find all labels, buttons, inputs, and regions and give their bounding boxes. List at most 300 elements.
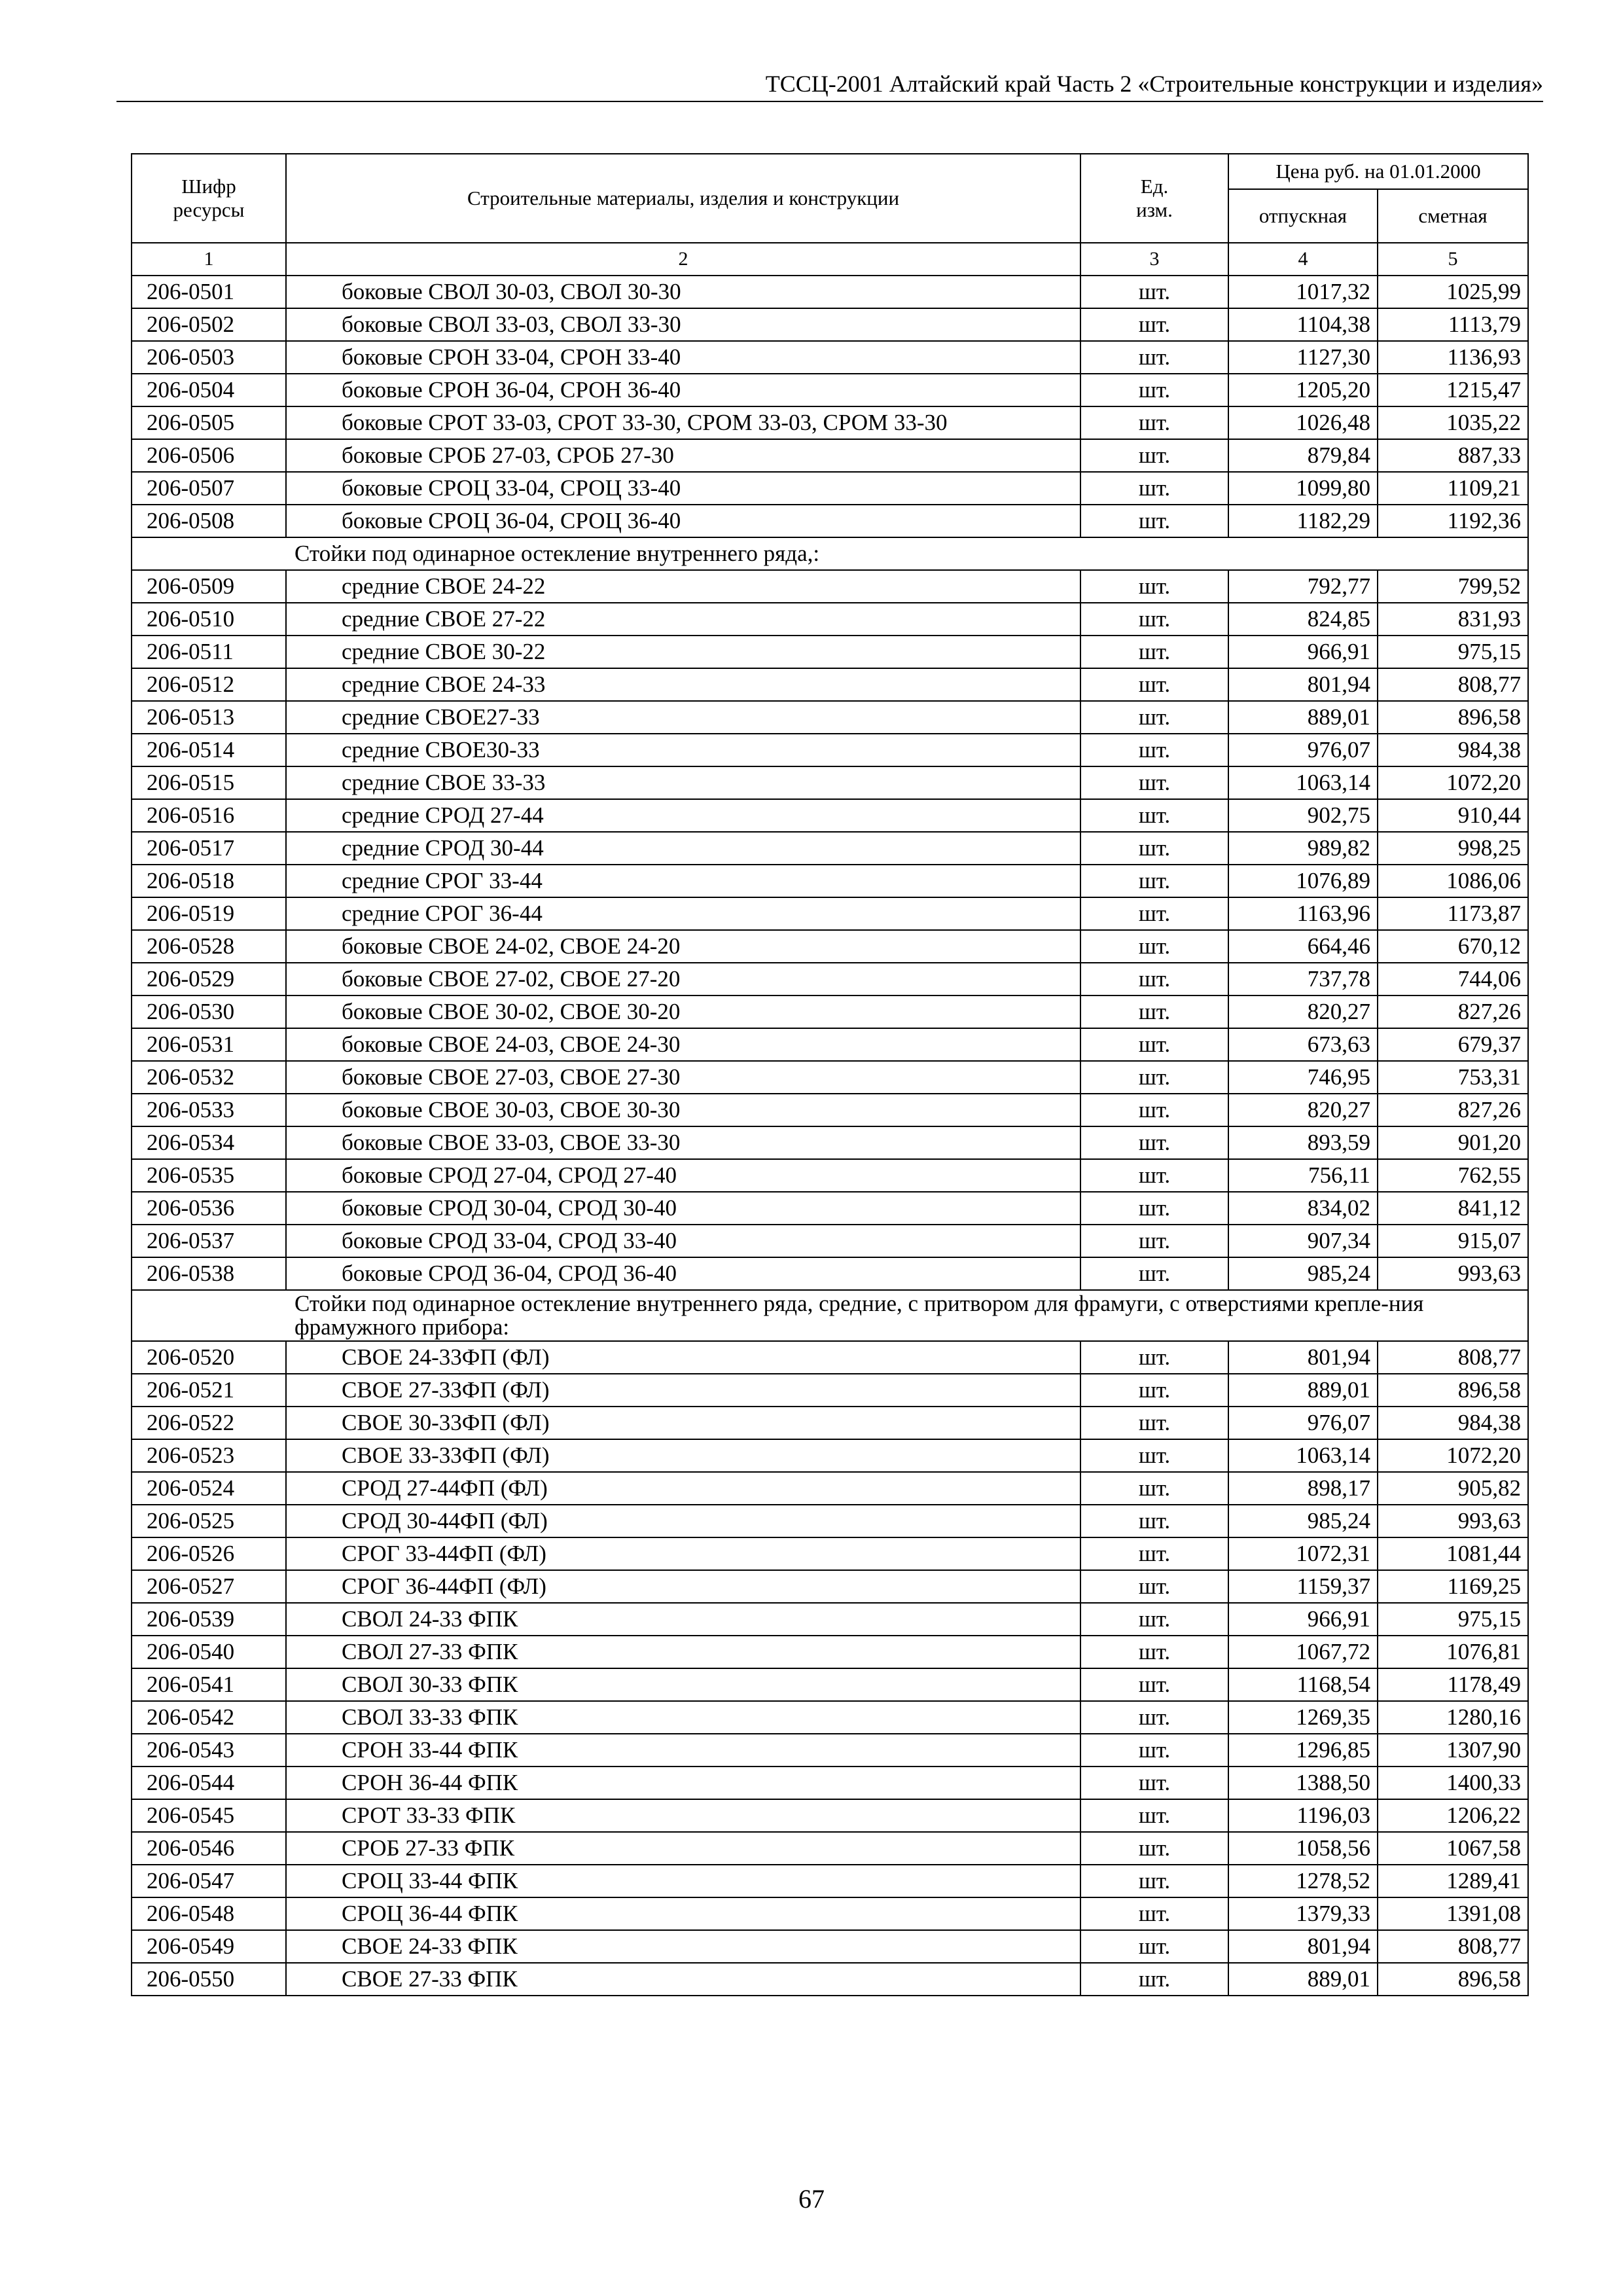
table-header [132, 154, 1528, 276]
cell-price-release: 1269,35 [1228, 1701, 1378, 1734]
cell-price-release: 1196,03 [1228, 1799, 1378, 1832]
cell-price-release: 801,94 [1228, 1930, 1378, 1963]
cell-price-estimate: 975,15 [1378, 1603, 1528, 1636]
cell-unit: шт. [1080, 1963, 1228, 1996]
cell-code: 206-0535 [132, 1159, 286, 1192]
cell-price-release: 746,95 [1228, 1061, 1378, 1094]
header-price-estimate: сметная [1378, 189, 1528, 243]
cell-code: 206-0515 [132, 766, 286, 799]
cell-name: средние СВОЕ 30-22 [286, 636, 1080, 668]
cell-unit: шт. [1080, 1603, 1228, 1636]
cell-code: 206-0516 [132, 799, 286, 832]
cell-price-release: 673,63 [1228, 1028, 1378, 1061]
cell-price-release: 1163,96 [1228, 897, 1378, 930]
cell-code: 206-0508 [132, 505, 286, 537]
table-row [132, 1505, 1528, 1537]
table-row [132, 734, 1528, 766]
cell-price-release: 737,78 [1228, 963, 1378, 996]
cell-price-estimate: 1067,58 [1378, 1832, 1528, 1865]
table-row [132, 636, 1528, 668]
cell-unit: шт. [1080, 963, 1228, 996]
cell-name: СВОЕ 33-33ФП (ФЛ) [286, 1439, 1080, 1472]
cell-code: 206-0544 [132, 1767, 286, 1799]
page-number: 67 [798, 2184, 825, 2214]
cell-price-release: 1026,48 [1228, 406, 1378, 439]
table-row [132, 668, 1528, 701]
cell-unit: шт. [1080, 1701, 1228, 1734]
cell-code: 206-0537 [132, 1225, 286, 1257]
cell-price-release: 976,07 [1228, 734, 1378, 766]
cell-name: СРОН 36-44 ФПК [286, 1767, 1080, 1799]
table-row [132, 1061, 1528, 1094]
cell-price-estimate: 799,52 [1378, 570, 1528, 603]
cell-price-release: 1058,56 [1228, 1832, 1378, 1865]
table-row [132, 1767, 1528, 1799]
header-price-group: Цена руб. на 01.01.2000 [1228, 154, 1528, 189]
header-name: Строительные материалы, изделия и конструкции [286, 154, 1080, 243]
cell-price-estimate: 670,12 [1378, 930, 1528, 963]
cell-price-release: 976,07 [1228, 1407, 1378, 1439]
cell-name: СВОЕ 24-33ФП (ФЛ) [286, 1341, 1080, 1374]
cell-unit: шт. [1080, 1094, 1228, 1126]
column-number: 2 [286, 243, 1080, 276]
cell-unit: шт. [1080, 603, 1228, 636]
cell-price-release: 801,94 [1228, 1341, 1378, 1374]
cell-price-estimate: 762,55 [1378, 1159, 1528, 1192]
cell-code: 206-0509 [132, 570, 286, 603]
cell-price-estimate: 1173,87 [1378, 897, 1528, 930]
cell-unit: шт. [1080, 996, 1228, 1028]
cell-name: СВОЛ 24-33 ФПК [286, 1603, 1080, 1636]
cell-price-release: 893,59 [1228, 1126, 1378, 1159]
cell-price-release: 1278,52 [1228, 1865, 1378, 1897]
table-row [132, 1374, 1528, 1407]
cell-price-estimate: 1280,16 [1378, 1701, 1528, 1734]
cell-code: 206-0540 [132, 1636, 286, 1668]
cell-name: СВОЛ 30-33 ФПК [286, 1668, 1080, 1701]
cell-price-release: 985,24 [1228, 1505, 1378, 1537]
cell-code: 206-0533 [132, 1094, 286, 1126]
cell-name: СВОЕ 27-33 ФПК [286, 1963, 1080, 1996]
cell-unit: шт. [1080, 1126, 1228, 1159]
cell-unit: шт. [1080, 505, 1228, 537]
cell-price-release: 1017,32 [1228, 276, 1378, 308]
cell-price-estimate: 1136,93 [1378, 341, 1528, 374]
cell-unit: шт. [1080, 1225, 1228, 1257]
cell-code: 206-0520 [132, 1341, 286, 1374]
cell-name: боковые СВОЕ 24-02, СВОЕ 24-20 [286, 930, 1080, 963]
cell-price-estimate: 679,37 [1378, 1028, 1528, 1061]
cell-unit: шт. [1080, 865, 1228, 897]
cell-unit: шт. [1080, 406, 1228, 439]
cell-code: 206-0502 [132, 308, 286, 341]
cell-code: 206-0539 [132, 1603, 286, 1636]
cell-code: 206-0530 [132, 996, 286, 1028]
cell-price-estimate: 1307,90 [1378, 1734, 1528, 1767]
cell-code: 206-0514 [132, 734, 286, 766]
cell-unit: шт. [1080, 701, 1228, 734]
cell-unit: шт. [1080, 766, 1228, 799]
cell-name: боковые СРОЦ 36-04, СРОЦ 36-40 [286, 505, 1080, 537]
cell-name: СРОД 27-44ФП (ФЛ) [286, 1472, 1080, 1505]
table-row [132, 832, 1528, 865]
cell-name: боковые СРОБ 27-03, СРОБ 27-30 [286, 439, 1080, 472]
column-number: 5 [1378, 243, 1528, 276]
running-header: ТССЦ-2001 Алтайский край Часть 2 «Строительные конструкции и изделия» [116, 69, 1543, 102]
cell-price-estimate: 1081,44 [1378, 1537, 1528, 1570]
cell-code: 206-0511 [132, 636, 286, 668]
cell-price-release: 1205,20 [1228, 374, 1378, 406]
cell-code: 206-0536 [132, 1192, 286, 1225]
cell-name: средние СВОЕ 24-22 [286, 570, 1080, 603]
cell-code: 206-0542 [132, 1701, 286, 1734]
cell-price-estimate: 1206,22 [1378, 1799, 1528, 1832]
table-row [132, 1930, 1528, 1963]
cell-price-estimate: 975,15 [1378, 636, 1528, 668]
cell-unit: шт. [1080, 668, 1228, 701]
table-row [132, 701, 1528, 734]
cell-price-estimate: 984,38 [1378, 734, 1528, 766]
cell-name: боковые СРОЦ 33-04, СРОЦ 33-40 [286, 472, 1080, 505]
cell-unit: шт. [1080, 308, 1228, 341]
cell-price-estimate: 1025,99 [1378, 276, 1528, 308]
cell-price-estimate: 1072,20 [1378, 1439, 1528, 1472]
cell-price-estimate: 1400,33 [1378, 1767, 1528, 1799]
cell-price-release: 989,82 [1228, 832, 1378, 865]
cell-price-estimate: 1086,06 [1378, 865, 1528, 897]
cell-price-estimate: 1178,49 [1378, 1668, 1528, 1701]
cell-price-estimate: 753,31 [1378, 1061, 1528, 1094]
cell-name: средние СРОД 27-44 [286, 799, 1080, 832]
cell-name: СВОЛ 27-33 ФПК [286, 1636, 1080, 1668]
cell-price-release: 879,84 [1228, 439, 1378, 472]
cell-unit: шт. [1080, 1439, 1228, 1472]
header-code: Шифр ресурсы [132, 154, 286, 243]
table-row [132, 374, 1528, 406]
table-row [132, 1341, 1528, 1374]
cell-code: 206-0519 [132, 897, 286, 930]
cell-price-release: 820,27 [1228, 996, 1378, 1028]
cell-unit: шт. [1080, 1374, 1228, 1407]
cell-price-release: 1072,31 [1228, 1537, 1378, 1570]
table-row [132, 1159, 1528, 1192]
cell-code: 206-0525 [132, 1505, 286, 1537]
cell-name: СРОГ 36-44ФП (ФЛ) [286, 1570, 1080, 1603]
cell-price-estimate: 998,25 [1378, 832, 1528, 865]
cell-code: 206-0518 [132, 865, 286, 897]
cell-code: 206-0528 [132, 930, 286, 963]
cell-price-estimate: 901,20 [1378, 1126, 1528, 1159]
cell-code: 206-0506 [132, 439, 286, 472]
cell-name: боковые СРОД 27-04, СРОД 27-40 [286, 1159, 1080, 1192]
cell-name: боковые СВОЕ 27-02, СВОЕ 27-20 [286, 963, 1080, 996]
cell-code: 206-0524 [132, 1472, 286, 1505]
cell-price-release: 1388,50 [1228, 1767, 1378, 1799]
table-row [132, 341, 1528, 374]
cell-name: боковые СРОД 33-04, СРОД 33-40 [286, 1225, 1080, 1257]
section-row [132, 1290, 1528, 1341]
cell-price-release: 820,27 [1228, 1094, 1378, 1126]
cell-code: 206-0534 [132, 1126, 286, 1159]
cell-unit: шт. [1080, 1570, 1228, 1603]
table-row [132, 1192, 1528, 1225]
cell-price-estimate: 1113,79 [1378, 308, 1528, 341]
cell-unit: шт. [1080, 734, 1228, 766]
cell-price-estimate: 910,44 [1378, 799, 1528, 832]
cell-name: средние СВОЕ27-33 [286, 701, 1080, 734]
cell-unit: шт. [1080, 897, 1228, 930]
cell-code: 206-0510 [132, 603, 286, 636]
cell-price-estimate: 808,77 [1378, 1930, 1528, 1963]
cell-name: боковые СРОД 30-04, СРОД 30-40 [286, 1192, 1080, 1225]
table-row [132, 766, 1528, 799]
cell-price-estimate: 915,07 [1378, 1225, 1528, 1257]
cell-code: 206-0548 [132, 1897, 286, 1930]
table-row [132, 1799, 1528, 1832]
cell-name: СВОЕ 24-33 ФПК [286, 1930, 1080, 1963]
cell-price-estimate: 808,77 [1378, 1341, 1528, 1374]
section-title: Стойки под одинарное остекление внутреннего ряда,: [132, 537, 1528, 570]
cell-name: боковые СВОЛ 30-03, СВОЛ 30-30 [286, 276, 1080, 308]
cell-unit: шт. [1080, 799, 1228, 832]
cell-unit: шт. [1080, 832, 1228, 865]
cell-price-estimate: 1289,41 [1378, 1865, 1528, 1897]
cell-price-release: 1063,14 [1228, 1439, 1378, 1472]
table-row [132, 1603, 1528, 1636]
cell-code: 206-0529 [132, 963, 286, 996]
cell-unit: шт. [1080, 1734, 1228, 1767]
cell-unit: шт. [1080, 1061, 1228, 1094]
cell-name: боковые СРОН 33-04, СРОН 33-40 [286, 341, 1080, 374]
table-row [132, 963, 1528, 996]
cell-name: боковые СРОТ 33-03, СРОТ 33-30, СРОМ 33-03, СРОМ 33-30 [286, 406, 1080, 439]
cell-price-release: 1067,72 [1228, 1636, 1378, 1668]
cell-unit: шт. [1080, 636, 1228, 668]
table-row [132, 308, 1528, 341]
cell-price-release: 664,46 [1228, 930, 1378, 963]
cell-unit: шт. [1080, 472, 1228, 505]
table-row [132, 799, 1528, 832]
table-row [132, 1126, 1528, 1159]
cell-name: СРОД 30-44ФП (ФЛ) [286, 1505, 1080, 1537]
cell-code: 206-0532 [132, 1061, 286, 1094]
cell-price-release: 1104,38 [1228, 308, 1378, 341]
cell-price-release: 907,34 [1228, 1225, 1378, 1257]
cell-name: боковые СВОЕ 30-02, СВОЕ 30-20 [286, 996, 1080, 1028]
cell-unit: шт. [1080, 1636, 1228, 1668]
cell-price-estimate: 993,63 [1378, 1257, 1528, 1290]
cell-unit: шт. [1080, 1537, 1228, 1570]
cell-price-estimate: 905,82 [1378, 1472, 1528, 1505]
table-row [132, 276, 1528, 308]
cell-price-release: 889,01 [1228, 1374, 1378, 1407]
cell-price-release: 1127,30 [1228, 341, 1378, 374]
table-row [132, 1636, 1528, 1668]
cell-unit: шт. [1080, 1865, 1228, 1897]
cell-code: 206-0545 [132, 1799, 286, 1832]
cell-unit: шт. [1080, 1930, 1228, 1963]
table-row [132, 930, 1528, 963]
cell-price-estimate: 831,93 [1378, 603, 1528, 636]
cell-name: средние СВОЕ 27-22 [286, 603, 1080, 636]
cell-code: 206-0522 [132, 1407, 286, 1439]
cell-price-release: 824,85 [1228, 603, 1378, 636]
cell-price-release: 1168,54 [1228, 1668, 1378, 1701]
price-table [131, 153, 1529, 1996]
cell-code: 206-0531 [132, 1028, 286, 1061]
cell-price-estimate: 1076,81 [1378, 1636, 1528, 1668]
table-row [132, 865, 1528, 897]
cell-unit: шт. [1080, 439, 1228, 472]
cell-unit: шт. [1080, 276, 1228, 308]
cell-price-estimate: 896,58 [1378, 1374, 1528, 1407]
cell-code: 206-0521 [132, 1374, 286, 1407]
cell-code: 206-0503 [132, 341, 286, 374]
table-row [132, 472, 1528, 505]
cell-code: 206-0550 [132, 1963, 286, 1996]
table-row [132, 1570, 1528, 1603]
cell-name: СРОН 33-44 ФПК [286, 1734, 1080, 1767]
cell-price-estimate: 1192,36 [1378, 505, 1528, 537]
cell-price-release: 898,17 [1228, 1472, 1378, 1505]
cell-price-estimate: 993,63 [1378, 1505, 1528, 1537]
cell-price-release: 966,91 [1228, 636, 1378, 668]
cell-code: 206-0526 [132, 1537, 286, 1570]
column-number: 1 [132, 243, 286, 276]
cell-code: 206-0541 [132, 1668, 286, 1701]
table-row [132, 505, 1528, 537]
cell-code: 206-0523 [132, 1439, 286, 1472]
cell-price-release: 1099,80 [1228, 472, 1378, 505]
cell-price-release: 1296,85 [1228, 1734, 1378, 1767]
cell-code: 206-0538 [132, 1257, 286, 1290]
table-row [132, 1832, 1528, 1865]
cell-unit: шт. [1080, 1341, 1228, 1374]
cell-name: средние СВОЕ 33-33 [286, 766, 1080, 799]
cell-name: СРОГ 33-44ФП (ФЛ) [286, 1537, 1080, 1570]
table-row [132, 1472, 1528, 1505]
cell-unit: шт. [1080, 1505, 1228, 1537]
table-row [132, 1734, 1528, 1767]
cell-code: 206-0517 [132, 832, 286, 865]
cell-price-release: 792,77 [1228, 570, 1378, 603]
cell-price-estimate: 1215,47 [1378, 374, 1528, 406]
cell-unit: шт. [1080, 1159, 1228, 1192]
cell-code: 206-0507 [132, 472, 286, 505]
cell-name: СРОТ 33-33 ФПК [286, 1799, 1080, 1832]
cell-unit: шт. [1080, 1407, 1228, 1439]
cell-price-release: 801,94 [1228, 668, 1378, 701]
cell-name: средние СРОГ 33-44 [286, 865, 1080, 897]
table-row [132, 1094, 1528, 1126]
cell-unit: шт. [1080, 1767, 1228, 1799]
cell-code: 206-0501 [132, 276, 286, 308]
cell-code: 206-0527 [132, 1570, 286, 1603]
cell-price-estimate: 1109,21 [1378, 472, 1528, 505]
cell-price-release: 966,91 [1228, 1603, 1378, 1636]
table-row [132, 1537, 1528, 1570]
table-row [132, 1865, 1528, 1897]
cell-name: боковые СРОД 36-04, СРОД 36-40 [286, 1257, 1080, 1290]
cell-name: боковые СВОЕ 30-03, СВОЕ 30-30 [286, 1094, 1080, 1126]
table-body [132, 276, 1528, 1996]
cell-price-estimate: 896,58 [1378, 1963, 1528, 1996]
cell-name: средние СРОГ 36-44 [286, 897, 1080, 930]
cell-price-estimate: 827,26 [1378, 996, 1528, 1028]
cell-unit: шт. [1080, 1799, 1228, 1832]
cell-name: боковые СВОЕ 27-03, СВОЕ 27-30 [286, 1061, 1080, 1094]
column-numbers-row [132, 243, 1528, 276]
cell-name: средние СВОЕ30-33 [286, 734, 1080, 766]
cell-unit: шт. [1080, 1897, 1228, 1930]
cell-code: 206-0513 [132, 701, 286, 734]
cell-price-release: 902,75 [1228, 799, 1378, 832]
cell-price-release: 889,01 [1228, 701, 1378, 734]
cell-price-release: 756,11 [1228, 1159, 1378, 1192]
cell-price-release: 1182,29 [1228, 505, 1378, 537]
section-row [132, 537, 1528, 570]
cell-name: боковые СВОЛ 33-03, СВОЛ 33-30 [286, 308, 1080, 341]
cell-unit: шт. [1080, 341, 1228, 374]
cell-price-estimate: 984,38 [1378, 1407, 1528, 1439]
cell-price-estimate: 896,58 [1378, 701, 1528, 734]
table-row [132, 1963, 1528, 1996]
table-row [132, 1701, 1528, 1734]
cell-name: боковые СВОЕ 33-03, СВОЕ 33-30 [286, 1126, 1080, 1159]
cell-name: боковые СВОЕ 24-03, СВОЕ 24-30 [286, 1028, 1080, 1061]
table-row [132, 1028, 1528, 1061]
table-row [132, 1225, 1528, 1257]
cell-name: средние СРОД 30-44 [286, 832, 1080, 865]
cell-price-release: 1379,33 [1228, 1897, 1378, 1930]
table-row [132, 603, 1528, 636]
cell-price-release: 834,02 [1228, 1192, 1378, 1225]
cell-price-estimate: 1072,20 [1378, 766, 1528, 799]
cell-code: 206-0547 [132, 1865, 286, 1897]
cell-name: боковые СРОН 36-04, СРОН 36-40 [286, 374, 1080, 406]
cell-name: средние СВОЕ 24-33 [286, 668, 1080, 701]
cell-name: СРОЦ 36-44 ФПК [286, 1897, 1080, 1930]
table-row [132, 570, 1528, 603]
cell-price-estimate: 808,77 [1378, 668, 1528, 701]
cell-unit: шт. [1080, 1472, 1228, 1505]
cell-name: СРОБ 27-33 ФПК [286, 1832, 1080, 1865]
cell-name: СВОЕ 30-33ФП (ФЛ) [286, 1407, 1080, 1439]
cell-unit: шт. [1080, 1832, 1228, 1865]
cell-price-estimate: 841,12 [1378, 1192, 1528, 1225]
cell-name: СРОЦ 33-44 ФПК [286, 1865, 1080, 1897]
cell-unit: шт. [1080, 1668, 1228, 1701]
table-row [132, 897, 1528, 930]
cell-price-estimate: 827,26 [1378, 1094, 1528, 1126]
cell-unit: шт. [1080, 1192, 1228, 1225]
cell-price-release: 1063,14 [1228, 766, 1378, 799]
table-row [132, 1407, 1528, 1439]
cell-price-release: 1159,37 [1228, 1570, 1378, 1603]
cell-unit: шт. [1080, 570, 1228, 603]
column-number: 4 [1228, 243, 1378, 276]
cell-unit: шт. [1080, 1028, 1228, 1061]
cell-code: 206-0546 [132, 1832, 286, 1865]
header-price-release: отпускная [1228, 189, 1378, 243]
cell-unit: шт. [1080, 930, 1228, 963]
cell-price-estimate: 1035,22 [1378, 406, 1528, 439]
cell-code: 206-0512 [132, 668, 286, 701]
cell-code: 206-0549 [132, 1930, 286, 1963]
cell-name: СВОЕ 27-33ФП (ФЛ) [286, 1374, 1080, 1407]
cell-price-estimate: 1169,25 [1378, 1570, 1528, 1603]
table-row [132, 439, 1528, 472]
